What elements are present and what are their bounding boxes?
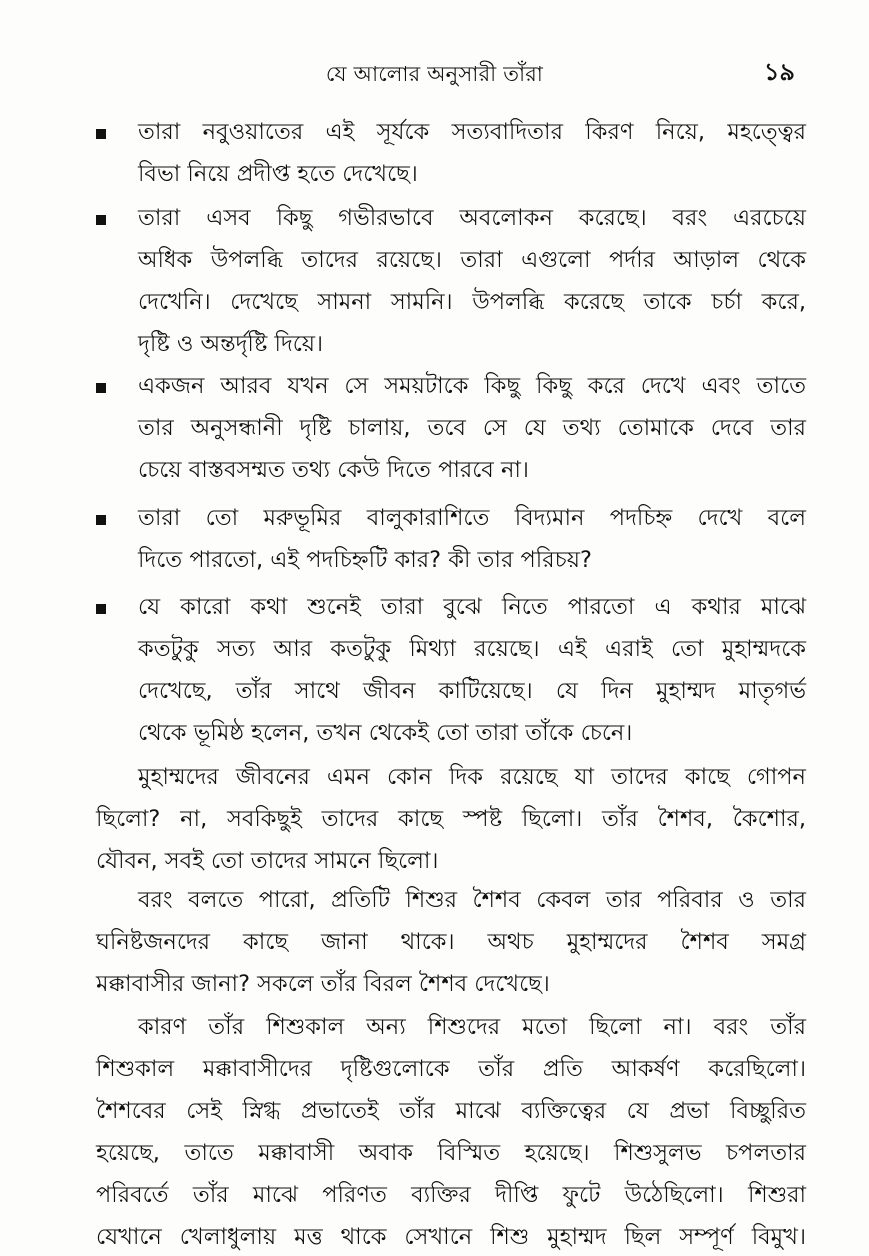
running-header-title: যে আলোর অনুসারী তাঁরা — [325, 62, 544, 86]
page-number: ১৯ — [763, 58, 795, 86]
text-line: একজন আরব যখন সে সময়টাকে কিছু কিছু করে দেখে এবং তাতে — [138, 373, 806, 399]
text-line: কতটুকু সত্য আর কতটুকু মিথ্যা রয়েছে। এই এরাই তো মুহাম্মদকে — [138, 636, 806, 662]
square-bullet-icon — [96, 604, 106, 614]
text-line: যে কারো কথা শুনেই তারা বুঝে নিতে পারতো এ কথার মাঝে — [138, 594, 806, 620]
square-bullet-icon — [96, 129, 106, 139]
square-bullet-icon — [96, 383, 106, 393]
text-line: যৌবন, সবই তো তাদের সামনে ছিলো। — [96, 848, 439, 874]
text-line: তারা এসব কিছু গভীরভাবে অবলোকন করেছে। বরং এরচেয়ে — [138, 205, 806, 231]
text-line: দিতে পারতো, এই পদচিহ্নটি কার? কী তার পরিচয়? — [138, 547, 592, 573]
text-line: তার অনুসন্ধানী দৃষ্টি চালায়, তবে সে যে তথ্য তোমাকে দেবে তার — [138, 415, 806, 441]
text-line: অধিক উপলব্ধি তাদের রয়েছে। তারা এগুলো পর্দার আড়াল থেকে — [138, 247, 806, 273]
square-bullet-icon — [96, 515, 106, 525]
square-bullet-icon — [96, 215, 106, 225]
text-line: তারা তো মরুভূমির বালুকারাশিতে বিদ্যমান পদচিহ্ন দেখে বলে — [138, 505, 806, 531]
text-line: তারা নবুওয়াতের এই সূর্যকে সত্যবাদিতার কিরণ নিয়ে, মহত্ত্বের — [138, 119, 806, 145]
text-line: ঘনিষ্টজনদের কাছে জানা থাকে। অথচ মুহাম্মদের শৈশব সমগ্র — [96, 929, 806, 955]
text-line: যেখানে খেলাধুলায় মত্ত থাকে সেখানে শিশু মুহাম্মদ ছিল সম্পূর্ণ বিমুখ। — [96, 1224, 806, 1250]
text-line: পরিবর্তে তাঁর মাঝে পরিণত ব্যক্তির দীপ্তি ফুটে উঠেছিলো। শিশুরা — [96, 1182, 806, 1208]
text-line: শিশুকাল মক্কাবাসীদের দৃষ্টিগুলোকে তাঁর প্রতি আকর্ষণ করেছিলো। — [96, 1056, 806, 1082]
text-line: ছিলো? না, সবকিছুই তাদের কাছে স্পষ্ট ছিলো। তাঁর শৈশব, কৈশোর, — [96, 806, 806, 832]
text-line: মক্কাবাসীর জানা? সকলে তাঁর বিরল শৈশব দেখেছে। — [96, 971, 550, 997]
text-line: থেকে ভূমিষ্ঠ হলেন, তখন থেকেই তো তারা তাঁকে চেনে। — [138, 720, 633, 746]
text-line: বরং বলতে পারো, প্রতিটি শিশুর শৈশব কেবল তার পরিবার ও তার — [138, 887, 806, 913]
text-line: বিভা নিয়ে প্রদীপ্ত হতে দেখেছে। — [138, 161, 418, 187]
text-line: হয়েছে, তাতে মক্কাবাসী অবাক বিস্মিত হয়েছে। শিশুসুলভ চপলতার — [96, 1140, 806, 1166]
text-line: মুহাম্মদের জীবনের এমন কোন দিক রয়েছে যা তাদের কাছে গোপন — [138, 764, 806, 790]
text-line: শৈশবের সেই স্নিগ্ধ প্রভাতেই তাঁর মাঝে ব্যক্তিত্বের যে প্রভা বিচ্ছুরিত — [96, 1098, 806, 1124]
text-line: দৃষ্টি ও অন্তর্দৃষ্টি দিয়ে। — [138, 331, 324, 357]
text-line: কারণ তাঁর শিশুকাল অন্য শিশুদের মতো ছিলো না। বরং তাঁর — [138, 1014, 806, 1040]
text-line: দেখেছে, তাঁর সাথে জীবন কাটিয়েছে। যে দিন মুহাম্মদ মাতৃগর্ভ — [138, 678, 806, 704]
text-line: চেয়ে বাস্তবসম্মত তথ্য কেউ দিতে পারবে না। — [138, 457, 529, 483]
text-line: দেখেনি। দেখেছে সামনা সামনি। উপলব্ধি করেছে তাকে চর্চা করে, — [138, 289, 806, 315]
